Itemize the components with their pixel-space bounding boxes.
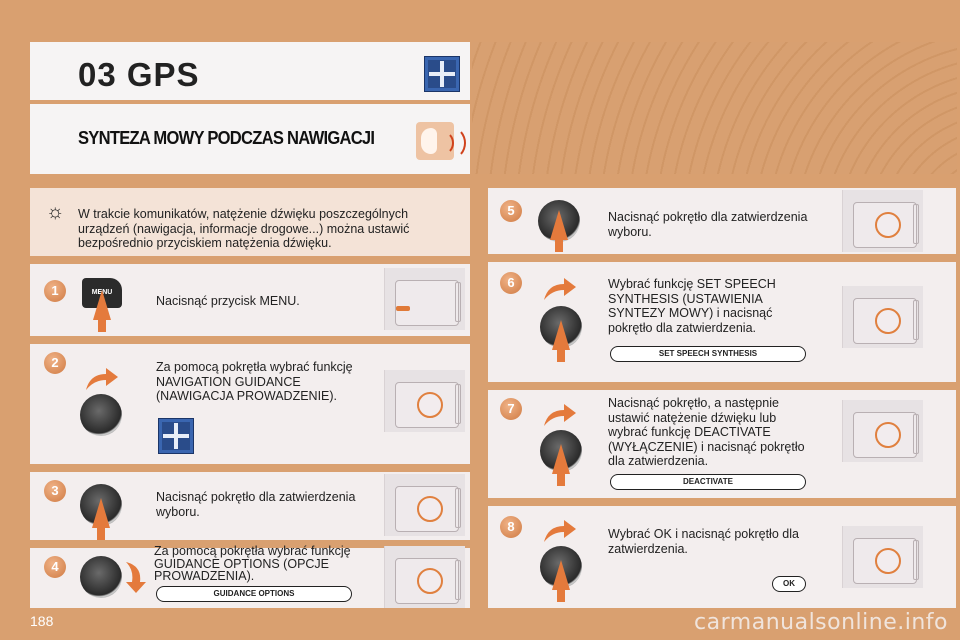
rotate-arrow-icon xyxy=(542,276,578,302)
step-1-text: Nacisnąć przycisk MENU. xyxy=(156,294,300,308)
press-arrow-stem xyxy=(555,238,563,252)
radio-panel-icon xyxy=(384,474,465,536)
ok-badge: OK xyxy=(772,576,806,592)
page-title: 03 GPS xyxy=(78,56,200,93)
section-title: SYNTEZA MOWY PODCZAS NAWIGACJI xyxy=(78,128,375,148)
step-6-number: 6 xyxy=(500,272,522,294)
step-4-text: Za pomocą pokrętła wybrać funkcję GUIDANCE OPTIONS (OPCJE PROWADZENIA). xyxy=(154,544,351,583)
press-arrow-icon xyxy=(552,320,570,350)
deactivate-badge: DEACTIVATE xyxy=(610,474,806,490)
page-number: 188 xyxy=(30,613,54,629)
rotate-down-arrow-icon xyxy=(122,560,150,594)
step-3-number: 3 xyxy=(44,480,66,502)
radio-panel-icon xyxy=(842,286,923,348)
step-2-number: 2 xyxy=(44,352,66,374)
press-arrow-stem xyxy=(557,588,565,602)
step-8-text: Wybrać OK i nacisnąć pokrętło dla zatwierdzenia. xyxy=(608,527,799,556)
step-2-text: Za pomocą pokrętła wybrać funkcję NAVIGATION GUIDANCE (NAWIGACJA PROWADZENIE). xyxy=(156,360,353,403)
press-arrow-icon xyxy=(93,290,111,320)
press-arrow-icon xyxy=(92,498,110,528)
map-background xyxy=(472,42,957,174)
radio-panel-icon xyxy=(842,526,923,588)
speech-synthesis-icon xyxy=(416,122,454,160)
radio-panel-icon xyxy=(842,190,923,252)
step-7-number: 7 xyxy=(500,398,522,420)
rotary-knob-icon xyxy=(80,556,122,598)
step-5-text: Nacisnąć pokrętło dla zatwierdzenia wyboru. xyxy=(608,210,808,239)
step-8-number: 8 xyxy=(500,516,522,538)
step-1-number: 1 xyxy=(44,280,66,302)
menu-button-icon: MENU xyxy=(82,278,122,308)
step-7-text: Nacisnąć pokrętło, a następnie ustawić natężenie dźwięku lub wybrać funkcję DEACTIVATE (WYŁĄCZENIE) i nacisnąć pokrętło dla zatwierdzenia. xyxy=(608,396,805,468)
gps-icon xyxy=(424,56,460,92)
press-arrow-stem xyxy=(557,472,565,486)
step-4-number: 4 xyxy=(44,556,66,578)
gps-icon xyxy=(158,418,194,454)
radio-panel-icon xyxy=(384,370,465,432)
lightbulb-icon: ☼ xyxy=(46,201,65,223)
radio-panel-icon xyxy=(384,546,465,608)
set-speech-synthesis-badge: SET SPEECH SYNTHESIS xyxy=(610,346,806,362)
radio-panel-icon xyxy=(384,268,465,330)
tip-text: W trakcie komunikatów, natężenie dźwięku poszczególnych urządzeń (nawigacja, informacje drogowe...) można ustawić bezpośrednio przyciskiem natężenia dźwięku. xyxy=(78,207,410,250)
press-arrow-stem xyxy=(98,318,106,332)
radio-panel-icon xyxy=(842,400,923,462)
press-arrow-icon xyxy=(550,210,568,240)
press-arrow-stem xyxy=(557,348,565,362)
press-arrow-stem xyxy=(97,526,105,540)
step-6-text: Wybrać funkcję SET SPEECH SYNTHESIS (USTAWIENIA SYNTEZY MOWY) i nacisnąć pokrętło dla zatwierdzenia. xyxy=(608,277,776,335)
step-3-text: Nacisnąć pokrętło dla zatwierdzenia wyboru. xyxy=(156,490,356,519)
rotate-arrow-icon xyxy=(542,402,578,428)
press-arrow-icon xyxy=(552,560,570,590)
rotate-arrow-icon xyxy=(542,518,578,544)
rotary-knob-icon xyxy=(80,394,122,436)
step-5-number: 5 xyxy=(500,200,522,222)
guidance-options-badge: GUIDANCE OPTIONS xyxy=(156,586,352,602)
press-arrow-icon xyxy=(552,444,570,474)
watermark: carmanualsonline.info xyxy=(694,610,948,635)
rotate-arrow-icon xyxy=(84,366,120,392)
